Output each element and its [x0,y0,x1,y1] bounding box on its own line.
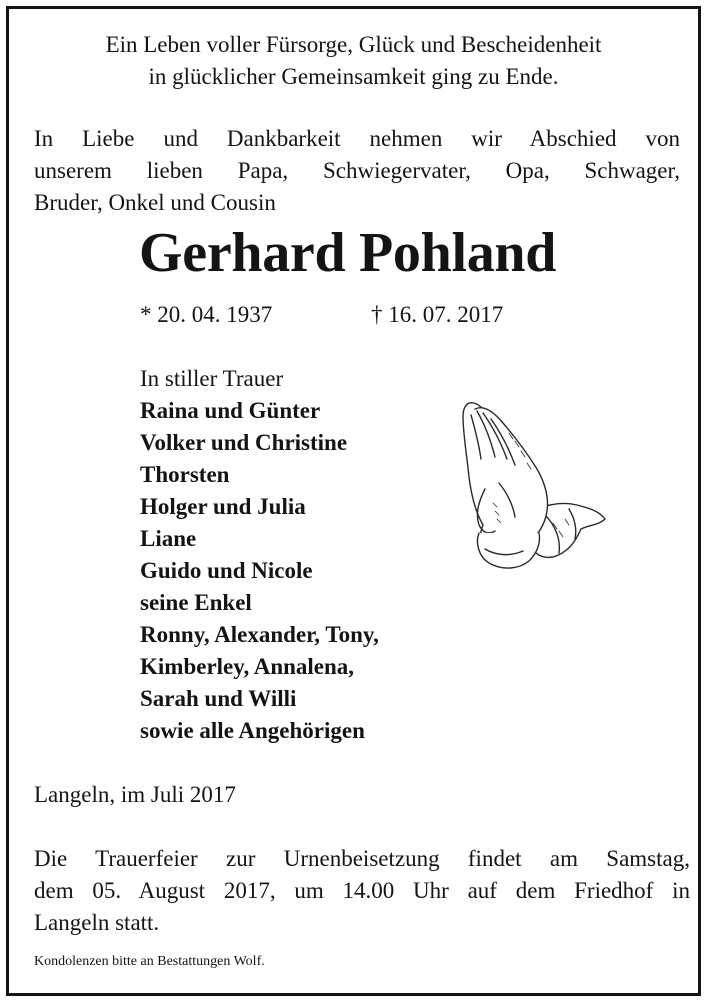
mourners-list [140,395,379,747]
condolences-note: Kondolenzen bitte an Bestattungen Wolf. [34,954,265,969]
motto-line-1: Ein Leben voller Fürsorge, Glück und Bescheidenheit [105,32,602,57]
birth-date: * 20. 04. 1937 [140,302,273,327]
deceased-name: Gerhard Pohland [139,222,557,284]
mourner-entry: Holger und Julia [140,494,306,519]
intro-line-2: unserem lieben Papa, Schwiegervater, Opa, Schwager, [34,158,680,183]
death-date: † 16. 07. 2017 [371,302,504,327]
motto-line-2: in glücklicher Gemeinsamkeit ging zu Ende. [148,64,559,89]
mourner-entry: Sarah und Willi [140,686,297,711]
place-and-date: Langeln, im Juli 2017 [34,782,236,807]
mourners-heading: In stiller Trauer [140,366,284,391]
mourner-entry: Thorsten [140,462,230,487]
mourner-entry: Liane [140,526,197,551]
mourner-entry: seine Enkel [140,590,252,615]
praying-hands-icon [449,393,609,583]
mourner-entry: Ronny, Alexander, Tony, [140,622,379,647]
funeral-line-3: Langeln statt. [34,910,160,935]
mourner-entry: Volker und Christine [140,430,348,455]
intro-line-3: Bruder, Onkel und Cousin [34,190,276,215]
mourner-entry: Raina und Günter [140,398,321,423]
mourner-entry: Kimberley, Annalena, [140,654,355,679]
funeral-line-1: Die Trauerfeier zur Urnenbeisetzung findet am Samstag, [34,846,690,871]
intro-line-1: In Liebe und Dankbarkeit nehmen wir Abschied von [34,126,680,151]
mourner-entry: Guido und Nicole [140,558,313,583]
obituary-notice [6,6,701,996]
funeral-info [34,843,690,939]
funeral-line-2: dem 05. August 2017, um 14.00 Uhr auf dem Friedhof in [34,878,690,903]
mourner-entry: sowie alle Angehörigen [140,718,365,743]
